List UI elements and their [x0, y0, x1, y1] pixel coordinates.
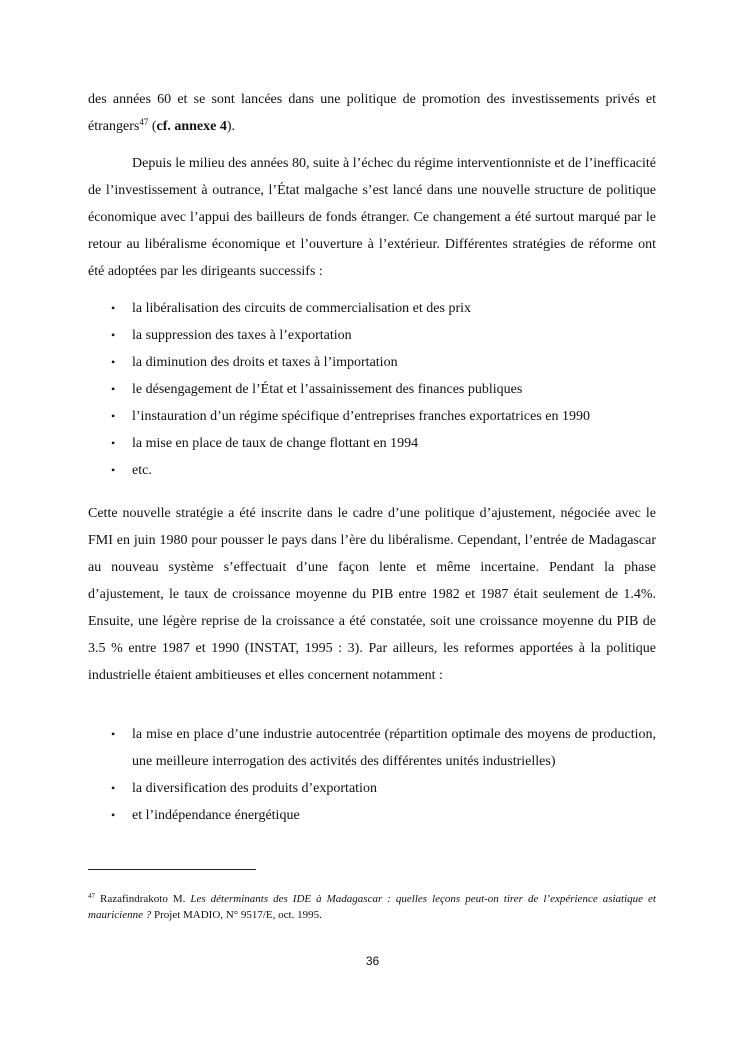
list-item-text: la mise en place de taux de change flottant en 1994 — [132, 436, 419, 451]
footnote-number: 47 — [88, 892, 95, 900]
list-item — [88, 349, 656, 376]
footnote-reference[interactable]: 47 — [139, 117, 149, 127]
bullet-icon: • — [111, 781, 116, 795]
list-item — [88, 802, 656, 829]
footnote-author: Razafindrakoto M. — [95, 893, 191, 905]
list-item — [88, 295, 656, 322]
bullet-icon: • — [111, 808, 116, 822]
bullet-icon: • — [111, 409, 116, 423]
paragraph-adjustment: Cette nouvelle stratégie a été inscrite dans le cadre d’une politique d’ajustement, négociée avec le FMI en juin 1980 pour pousser le pays dans l’ère du libéralisme. Cependant, l’entrée de Madagascar au nouveau système s’effectuait d’une façon lente et même incertaine. Pendant la phase d’ajustement, le taux de croissance moyenne du PIB entre 1982 et 1987 était seulement de 1.4%. Ensuite, une légère reprise de la croissance a été constatée, soit une croissance moyenne du PIB de 3.5 % entre 1987 et 1990 (INSTAT, 1995 : 3). Par ailleurs, les reformes apportées à la politique industrielle étaient ambitieuses et elles concernent notamment : — [88, 506, 656, 683]
paragraph-reforms: Depuis le milieu des années 80, suite à l’échec du régime interventionniste et de l’inefficacité de l’investissement à outrance, l’État malgache s’est lancé dans une nouvelle structure de politique économique avec l’appui des bailleurs de fonds étranger. Ce changement a été surtout marqué par le retour au libéralisme économique et l’ouverture à l’extérieur. Différentes stratégies de réforme ont été adoptées par les dirigeants successifs : — [88, 156, 656, 279]
bullet-icon: • — [111, 328, 116, 342]
list-item-text: le désengagement de l’État et l’assainissement des finances publiques — [132, 382, 523, 397]
list-item-text: la mise en place d’une industrie autocentrée (répartition optimale des moyens de production, une meilleure interrogation des activités des différentes unités industrielles) — [132, 727, 656, 769]
list-item-text: la libéralisation des circuits de commercialisation et des prix — [132, 301, 472, 316]
bullet-icon: • — [111, 436, 116, 450]
footnote-source: Projet MADIO, N° 9517/E, oct. 1995. — [151, 909, 322, 921]
list-item-text: la diminution des droits et taxes à l’importation — [132, 355, 398, 370]
list-item-text: et l’indépendance énergétique — [132, 808, 300, 823]
footnote-title: Les déterminants des IDE à Madagascar : quelles leçons peut-on tirer de l’expérience asiatique et mauricienne ? — [88, 893, 656, 921]
bullet-icon: • — [111, 382, 116, 396]
list-item — [88, 775, 656, 802]
page-number: 36 — [365, 954, 380, 968]
annex-ref-open: ( — [148, 119, 157, 134]
industrial-reforms-list — [88, 721, 656, 829]
annex-reference: cf. annexe 4 — [156, 119, 227, 134]
list-item-text: la diversification des produits d’exportation — [132, 781, 377, 796]
list-item — [88, 430, 656, 457]
list-item — [88, 322, 656, 349]
footnote — [88, 891, 656, 923]
list-item — [88, 721, 656, 775]
footnote-separator — [88, 869, 256, 870]
list-item-text: etc. — [132, 463, 152, 478]
list-item-text: l’instauration d’un régime spécifique d’entreprises franches exportatrices en 1990 — [132, 409, 590, 424]
annex-ref-close: ). — [226, 119, 236, 134]
list-item-text: la suppression des taxes à l’exportation — [132, 328, 352, 343]
bullet-icon: • — [111, 355, 116, 369]
list-item — [88, 376, 656, 403]
bullet-icon: • — [111, 301, 116, 315]
reform-strategies-list — [88, 295, 656, 484]
paragraph-intro-text: des années 60 et se sont lancées dans une politique de promotion des investissements privés et étrangers — [88, 92, 656, 134]
list-item — [88, 403, 656, 430]
list-item — [88, 457, 656, 484]
bullet-icon: • — [111, 463, 116, 477]
paragraph-intro — [88, 86, 656, 140]
bullet-icon: • — [111, 727, 116, 741]
